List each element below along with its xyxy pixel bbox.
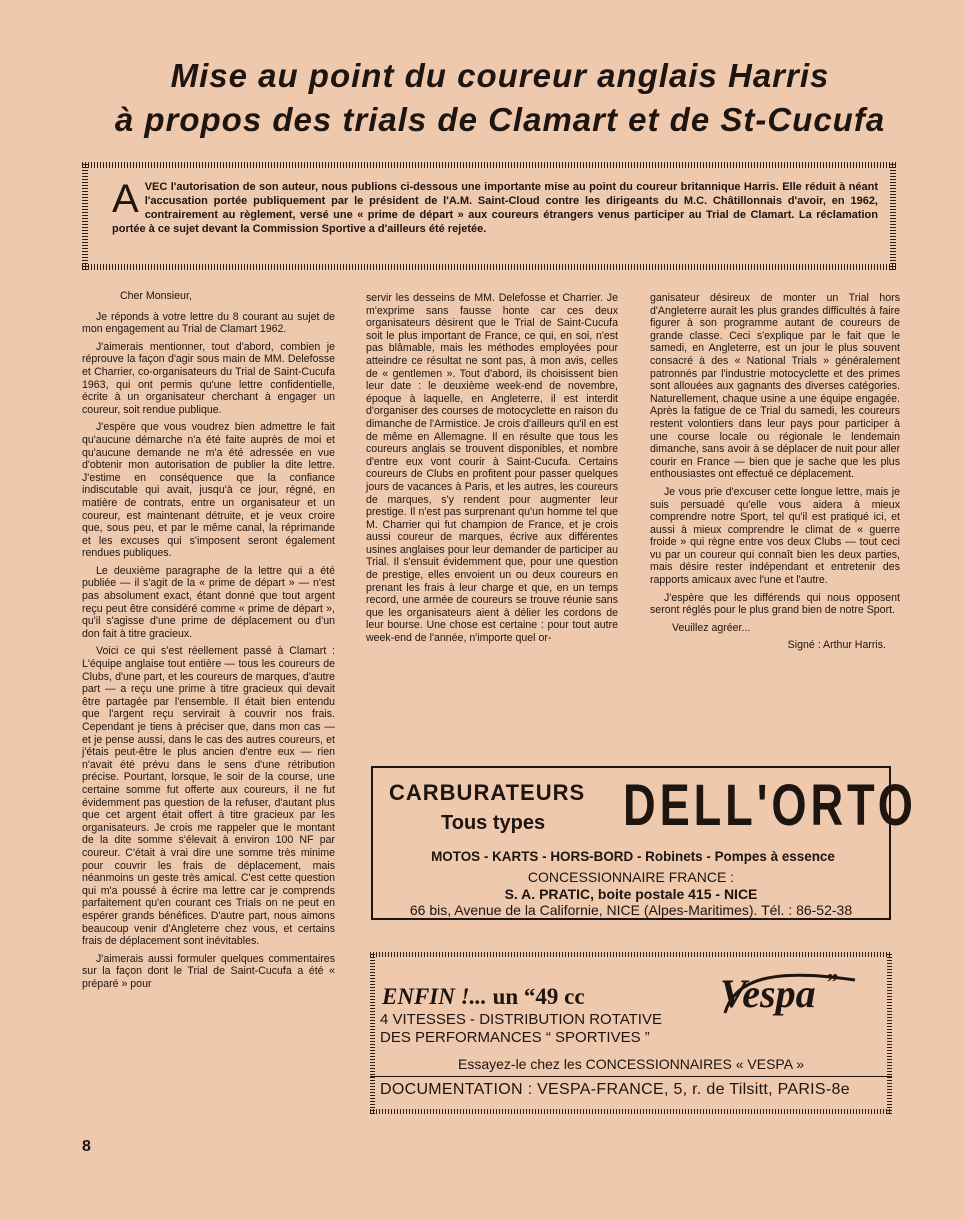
ad-vespa-cc: un “49 cc (492, 984, 585, 1009)
column-2 (366, 292, 618, 650)
ad-vespa-logo (720, 970, 838, 1017)
ad-vespa-bottom-rule (370, 1109, 892, 1114)
column-3 (650, 292, 900, 657)
ad-dellorto (371, 766, 917, 920)
ad-vespa-right-rule (887, 952, 892, 1114)
ad-vespa-logo-text: Vespa (720, 971, 816, 1016)
ad-dellorto-line-3: 66 bis, Avenue de la Californie, NICE (Alpes-Maritimes). Tél. : 86-52-38 (409, 902, 853, 918)
ad-vespa-left-rule (370, 952, 375, 1114)
intro-right-rule (890, 162, 896, 270)
paragraph: Je vous prie d'excuser cette longue lettre, mais je suis persuadé qu'elle vous aidera à mieux comprendre notre Sport, tel qu'il est pratiqué ici, et aussi à mieux comprendre le climat de « guerre froide » qui règne entre vos deux Clubs — tout ceci vu par un coureur qui connaît bien les deux parties, mais désire rester indépendant et entretenir des rapports amicaux avec l'une et l'autre. (650, 485, 900, 587)
closing: Veuillez agréer... (672, 621, 751, 634)
intro-bottom-rule (82, 264, 896, 270)
ad-vespa-logo-quote: ” (825, 970, 838, 996)
paragraph: ganisateur désireux de monter un Trial hors d'Angleterre aurait les plus grandes difficultés à faire figurer à son programme autant de coureurs de grande classe. Ceci s'explique par le fait que le samedi, en Angleterre, est un jour le plus souvent consacré à des « National Trials » généralement patronnés par l'industrie motocyclette et des primes sont allouées aux gagnants des diverses catégories. Naturellement, chaque usine a une équipe engagée. Après la fatigue de ce Trial du samedi, les coureurs restent volontiers dans leur pays pour participer à une course locale ou régionale le lendemain dimanche, sans avoir à se déplacer de nuit pour aller courir en France — bien que je sache que les plus enthousiastes ont effectué ce déplacement. (650, 292, 900, 481)
ad-vespa-sub-2: DES PERFORMANCES “ SPORTIVES ” (380, 1029, 650, 1046)
salutation: Cher Monsieur, (120, 290, 192, 302)
ad-vespa-divider (370, 1076, 892, 1077)
ad-vespa-headline (382, 984, 585, 1010)
intro-body: VEC l'autorisation de son auteur, nous publions ci-dessous une importante mise au point du coureur britannique Harris. Elle réduit à néant l'accusation portée publiquement par le président de l'A.M. Saint-Cloud contre les dirigeants du M.C. Châtillonnais d'avoir, en 1962, contrairement au règlement, versé une « prime de départ » aux coureurs étrangers venus participer au Trial de Clamart. La réclamation portée à ce sujet devant la Commission Sportive a d'ailleurs été rejetée. (112, 181, 878, 235)
title-line-2: à propos des trials de Clamart et de St-Cucufa (114, 101, 886, 138)
ad-dellorto-line-2: S. A. PRATIC, boite postale 415 - NICE (504, 886, 758, 902)
paragraph: J'espère que les différends qui nous opposent seront réglés pour le plus grand bien de notre Sport. (650, 591, 900, 617)
ad-vespa-try: Essayez-le chez les CONCESSIONNAIRES « VESPA » (458, 1056, 804, 1072)
intro-dropcap: A (112, 177, 139, 221)
ad-vespa (370, 952, 892, 1114)
paragraph: J'espère que vous voudrez bien admettre le fait qu'aucune démarche n'a été faite auprès de moi et qu'aucune demande ne m'a été adressée en vue d'obtenir mon autorisation de publier la dite lettre. J'estime en conséquence que la confiance indiscutable qui avait, jusqu'à ce jour, régné, en matière de contrats, entre un organisateur et un coureur, est maintenant détruite, et je veux croire que, sous peu, et par le même canal, la réprimande et les excuses qui s'imposent seront également rendues publiques. (82, 421, 335, 560)
ad-vespa-sub-1: 4 VITESSES - DISTRIBUTION ROTATIVE (380, 1011, 662, 1028)
paragraph: Je réponds à votre lettre du 8 courant au sujet de mon engagement au Trial de Clamart 1962. (82, 310, 335, 336)
ad-dellorto-brand: DELL'ORTO (623, 773, 917, 838)
paragraph: Voici ce qui s'est réellement passé à Clamart : L'équipe anglaise tout entière — tous les coureurs de Clubs, d'une part, et les coureurs de marques, d'autre part — a reçu une prime à titre gracieux qui devait être partagée par l'ensemble. Il était bien entendu que l'argent reçu servirait à couvrir nos frais. Cependant je tiens à préciser que, dans mon cas — et je pense aussi, dans le cas des autres coureurs, et j'étais peut-être le plus ancien d'entre eux — rien n'avait été prévu dans le sens d'une rétribution précise. Pourtant, lorsque, le soir de la course, une certaine somme fut offerte aux coureurs, il ne fut évidemment pas question de la refuser, d'autant plus que cet argent était offert à titre gracieux par les organisateurs. Je crois me rappeler que le montant de la dite somme s'élevait à environ 100 NF par coureur. C'était à vrai dire une somme très minime pour couvrir les frais de déplacement, mais néanmoins un geste très amical. C'est cette question qui m'a poussé à écrire ma lettre car je comprends parfaitement qu'en courant ces Trials on ne peut en espérer grands bénéfices. D'autre part, nous aimons beaucoup venir d'Angleterre chez vous, et certains frais de déplacement sont inévitables. (82, 645, 335, 948)
ad-dellorto-subheader: Tous types (441, 812, 546, 834)
paragraph: Le deuxième paragraphe de la lettre qui a été publiée — il s'agit de la « prime de départ » — n'est pas absolument exact, étant donné que tout argent reçu peut être considéré comme « prime de départ », qu'il s'agisse d'une prime de déplacement ou d'un don fait à titre gracieux. (82, 564, 335, 640)
page-number: 8 (82, 1138, 91, 1155)
intro-text (112, 177, 878, 236)
paragraph: servir les desseins de MM. Delefosse et Charrier. Je m'exprime sans fausse honte car ces deux organisateurs désirent que le Trial de Saint-Cucufa soit le plus important de France, ce qui, en soi, n'est pas blâmable, mais les méthodes employées pour atteindre ce résultat ne sont pas, à mon avis, celles de « gentlemen ». Tout d'abord, ils choisissent bien leur date : le deuxième week-end de novembre, époque à laquelle, en Angleterre, il est interdit d'organiser des courses de motocyclette en raison du dimanche de l'Armistice. Je crois d'ailleurs qu'il en est de même en Allemagne. Il en résulte que tous les coureurs anglais se trouvent disponibles, et nombre d'entre eux vont courir à Saint-Cucufa. Certains coureurs de Clubs en profitent pour passer quelques jours de vacances à Paris, et les autres, les coureurs de marques, s'y rendent pour augmenter leur prestige. Il n'est pas surprenant qu'un homme tel que M. Charrier qui fut champion de France, et je crois aussi coureur de marques, écrive aux différentes usines anglaises pour leur demander de participer au Trial. Il s'ensuit évidemment que, pour une question de prestige, elles envoient un ou deux coureurs en prenant les frais à leur charge et que, en un temps record, une armée de coureurs se trouve réunie sans que les organisateurs aient à délier les cordons de leur bourse. Une chose est certaine : pour tout autre week-end de l'année, n'importe quel or- (366, 292, 618, 645)
ad-dellorto-header: CARBURATEURS (389, 780, 586, 805)
intro-left-rule (82, 162, 88, 270)
ad-vespa-top-rule (370, 952, 892, 957)
ad-vespa-documentation: DOCUMENTATION : VESPA-FRANCE, 5, r. de Tilsitt, PARIS-8e (380, 1081, 850, 1098)
paragraph: J'aimerais aussi formuler quelques commentaires sur la façon dont le Trial de Saint-Cucufa a été « préparé » pour (82, 952, 335, 990)
signature: Signé : Arthur Harris. (787, 639, 886, 652)
intro-top-rule (82, 162, 896, 168)
column-1 (82, 290, 335, 995)
ad-dellorto-line-1: CONCESSIONNAIRE FRANCE : (527, 869, 735, 885)
ad-dellorto-products: MOTOS - KARTS - HORS-BORD - Robinets - Pompes à essence (431, 848, 835, 864)
paragraph: J'aimerais mentionner, tout d'abord, combien je réprouve la façon d'agir sous main de MM. Delefosse et Charrier, co-organisateurs du Trial de Saint-Cucufa 1963, qui ont permis qu'une lettre confidentielle, écrite à un organisateur cherchant à engager un coureur, soit rendue publique. (82, 340, 335, 416)
article-title (70, 54, 930, 142)
title-line-1: Mise au point du coureur anglais Harris (170, 57, 830, 94)
intro-box (82, 162, 896, 270)
ad-vespa-enfin: ENFIN !... (382, 984, 493, 1009)
